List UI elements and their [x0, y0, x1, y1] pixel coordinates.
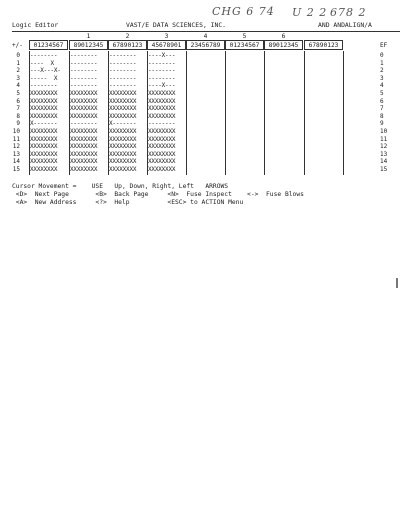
fuse-cell[interactable]: --------	[109, 82, 137, 90]
fuse-cell[interactable]: XXXXXXXX	[30, 128, 58, 135]
row-number: 4	[16, 82, 20, 90]
row-number: 0	[16, 52, 20, 59]
table-row	[12, 98, 400, 105]
fuse-cell[interactable]: XXXXXXXX	[30, 90, 58, 97]
row-number: 1	[16, 59, 20, 67]
row-number: 8	[16, 112, 20, 120]
fuse-cell[interactable]: --------	[109, 67, 137, 75]
table-row	[12, 158, 400, 165]
fuse-cell[interactable]: XXXXXXXX	[148, 112, 176, 120]
fuse-cell[interactable]: XXXXXXXX	[109, 90, 137, 97]
row-number: 12	[12, 143, 20, 151]
table-row	[12, 113, 400, 120]
fuse-cell[interactable]: XXXXXXXX	[70, 112, 98, 120]
table-row	[12, 60, 400, 67]
column-header: 23456789	[186, 40, 225, 50]
fuse-cell[interactable]: --------	[70, 120, 98, 128]
right-label: EF	[380, 42, 388, 49]
fuse-cell[interactable]: XXXXXXXX	[109, 112, 137, 120]
fuse-cell[interactable]: XXXXXXXX	[109, 135, 137, 143]
row-number: 11	[12, 135, 20, 143]
fuse-cell[interactable]: XXXXXXXX	[30, 97, 58, 105]
fuse-cell[interactable]: --------	[70, 67, 98, 75]
row-number-right: 6	[380, 97, 384, 105]
fuse-cell[interactable]: XXXXXXXX	[148, 97, 176, 105]
fuse-cell[interactable]: XXXXXXXX	[148, 143, 176, 151]
fuse-cell[interactable]: --------	[30, 82, 58, 90]
fuse-cell[interactable]: XXXXXXXX	[109, 128, 137, 135]
table-row	[12, 120, 400, 127]
fuse-cell[interactable]: --------	[148, 59, 176, 67]
fuse-cell[interactable]: XXXXXXXX	[30, 166, 58, 173]
fuse-cell[interactable]: XXXXXXXX	[70, 105, 98, 113]
row-number: 15	[12, 166, 20, 173]
table-row	[12, 82, 400, 89]
fuse-cell[interactable]: XXXXXXXX	[109, 166, 137, 173]
fuse-cell[interactable]: XXXXXXXX	[70, 128, 98, 135]
column-number: 2	[125, 33, 130, 40]
fuse-cell[interactable]: ----- X	[30, 74, 58, 82]
fuse-cell[interactable]: --------	[148, 67, 176, 75]
fuse-cell[interactable]: XXXXXXXX	[109, 105, 137, 113]
fuse-cell[interactable]: XXXXXXXX	[148, 105, 176, 113]
row-number: 2	[16, 67, 20, 75]
column-header: 45678901	[147, 40, 186, 50]
fuse-cell[interactable]: XXXXXXXX	[70, 158, 98, 166]
row-number: 9	[16, 120, 20, 128]
row-number-right: 3	[380, 74, 384, 82]
row-number-right: 15	[380, 166, 388, 173]
column-header: 01234567	[29, 40, 68, 50]
fuse-cell[interactable]: --------	[70, 82, 98, 90]
fuse-map-grid	[12, 31, 400, 176]
fuse-cell[interactable]: --------	[148, 120, 176, 128]
fuse-cell[interactable]: --------	[109, 52, 137, 59]
footer-keys-line-1: <D> Next Page <B> Back Page <N> Fuse Inspect <-> Fuse Blows	[12, 191, 304, 198]
table-row	[12, 75, 400, 82]
table-row	[12, 128, 400, 135]
column-number: 4	[203, 33, 208, 40]
company-name: VAST/E DATA SCIENCES, INC.	[126, 21, 227, 29]
fuse-cell[interactable]: --------	[109, 74, 137, 82]
fuse-cell[interactable]: --------	[70, 74, 98, 82]
fuse-cell[interactable]: XXXXXXXX	[30, 143, 58, 151]
fuse-cell[interactable]: ---X---X-	[30, 67, 61, 75]
row-number: 10	[12, 128, 20, 135]
row-number-right: 11	[380, 135, 388, 143]
column-number: 6	[281, 33, 286, 40]
column-header: 67890123	[108, 40, 147, 50]
row-number: 6	[16, 97, 20, 105]
row-number-right: 14	[380, 158, 388, 166]
row-number: 13	[12, 150, 20, 158]
margin-mark	[396, 278, 398, 288]
row-number-right: 7	[380, 105, 384, 113]
fuse-cell[interactable]: --------	[109, 59, 137, 67]
row-number-right: 8	[380, 112, 384, 120]
column-number: 1	[86, 33, 91, 40]
column-header: 01234567	[225, 40, 264, 50]
column-header: 89012345	[69, 40, 108, 50]
row-number-right: 10	[380, 128, 388, 135]
table-row	[12, 52, 400, 59]
and-array-label: AND ANDALIGN/A	[318, 21, 372, 29]
fuse-cell[interactable]: XXXXXXXX	[70, 166, 98, 173]
table-row	[12, 90, 400, 97]
corner-label: +/-	[12, 42, 23, 49]
row-number-right: 0	[380, 52, 384, 59]
fuse-cell[interactable]: XXXXXXXX	[30, 158, 58, 166]
fuse-cell[interactable]: XXXXXXXX	[148, 135, 176, 143]
fuse-cell[interactable]: --------	[70, 52, 98, 59]
row-number-right: 13	[380, 150, 388, 158]
fuse-cell[interactable]: XXXXXXXX	[148, 150, 176, 158]
fuse-cell[interactable]: XXXXXXXX	[109, 150, 137, 158]
table-row	[12, 136, 400, 143]
fuse-cell[interactable]: XXXXXXXX	[148, 90, 176, 97]
fuse-cell[interactable]: XXXXXXXX	[70, 97, 98, 105]
handwritten-note-1: CHG 6 74	[212, 5, 275, 18]
fuse-cell[interactable]: XXXXXXXX	[70, 90, 98, 97]
table-row	[12, 166, 400, 173]
fuse-cell[interactable]: XXXXXXXX	[30, 150, 58, 158]
handwritten-note-3: 678 2	[330, 6, 367, 19]
row-number: 5	[16, 90, 20, 97]
fuse-cell[interactable]: X-------	[109, 120, 137, 128]
table-row	[12, 67, 400, 74]
column-number-row	[12, 33, 400, 40]
fuse-cell[interactable]: XXXXXXXX	[109, 97, 137, 105]
footer-keys-line-2: <A> New Address <?> Help <ESC> to ACTION Menu	[12, 199, 244, 206]
fuse-cell[interactable]: ---- X	[30, 59, 58, 67]
fuse-cell[interactable]: XXXXXXXX	[70, 143, 98, 151]
fuse-cell[interactable]: XXXXXXXX	[109, 158, 137, 166]
fuse-cell[interactable]: XXXXXXXX	[30, 105, 58, 113]
fuse-cell[interactable]: XXXXXXXX	[148, 128, 176, 135]
row-number-right: 12	[380, 143, 388, 151]
fuse-cell[interactable]: XXXXXXXX	[109, 143, 137, 151]
row-number: 3	[16, 74, 20, 82]
row-number: 14	[12, 158, 20, 166]
footer-cursor-help: Cursor Movement = USE Up, Down, Right, Left ARROWS	[12, 183, 229, 190]
row-number-right: 2	[380, 67, 384, 75]
fuse-cell[interactable]: ----X---	[148, 52, 176, 59]
row-number-right: 9	[380, 120, 384, 128]
fuse-cell[interactable]: --------	[148, 74, 176, 82]
row-number: 7	[16, 105, 20, 113]
row-number-right: 1	[380, 59, 384, 67]
fuse-cell[interactable]: XXXXXXXX	[30, 112, 58, 120]
row-number-right: 5	[380, 90, 384, 97]
table-row	[12, 143, 400, 150]
row-number-right: 4	[380, 82, 384, 90]
column-header: 67890123	[304, 40, 343, 50]
fuse-cell[interactable]: --------	[70, 59, 98, 67]
fuse-cell[interactable]: XXXXXXXX	[30, 135, 58, 143]
fuse-cell[interactable]: --------	[30, 52, 58, 59]
table-row	[12, 151, 400, 158]
fuse-cell[interactable]: XXXXXXXX	[148, 158, 176, 166]
handwritten-note-2: U 2 2	[292, 6, 328, 19]
fuse-cell[interactable]: ----X---	[148, 82, 176, 90]
column-number: 5	[242, 33, 247, 40]
fuse-cell[interactable]: XXXXXXXX	[70, 150, 98, 158]
column-number: 3	[164, 33, 169, 40]
fuse-cell[interactable]: XXXXXXXX	[148, 166, 176, 173]
fuse-cell[interactable]: X-------	[30, 120, 58, 128]
table-row	[12, 105, 400, 112]
column-header: 89012345	[264, 40, 303, 50]
fuse-cell[interactable]: XXXXXXXX	[70, 135, 98, 143]
editor-title: Logic Editor	[12, 21, 59, 29]
